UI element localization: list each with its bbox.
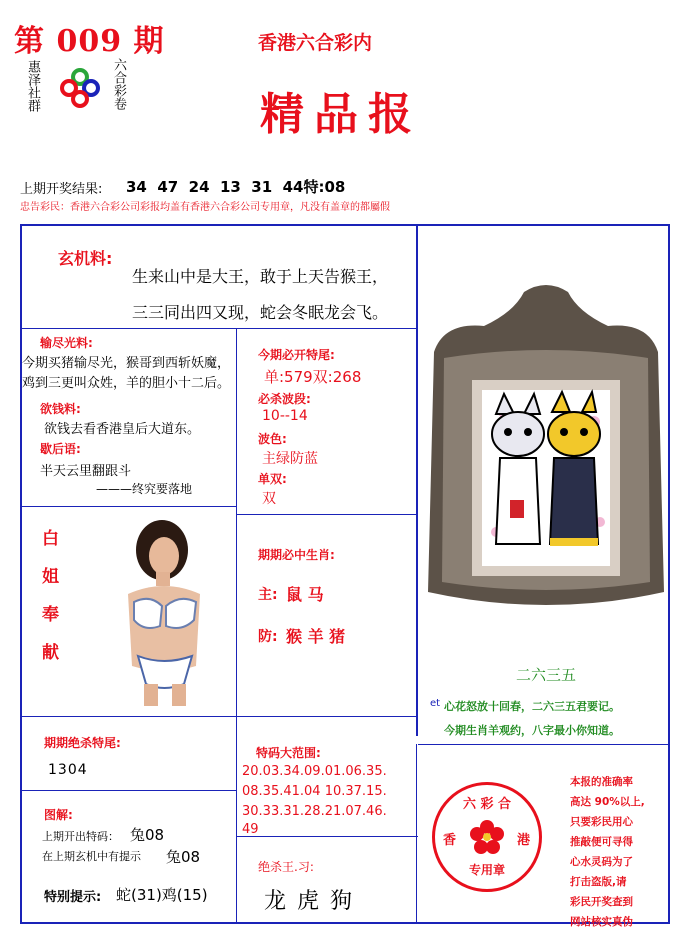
yingqian-text: 欲钱去看香港皇后大道东。 bbox=[44, 422, 201, 437]
yingqian-title: 欲钱料: bbox=[40, 402, 81, 416]
divider-main-vertical bbox=[416, 224, 418, 736]
fanwei-line3: 30.33.31.28.21.07.46. bbox=[242, 804, 387, 819]
xiehouyu-answer: ———终究要落地 bbox=[96, 482, 193, 496]
bose-value: 主绿防蓝 bbox=[262, 451, 318, 467]
accuracy-line-5: 心水灵码为了 bbox=[570, 856, 633, 868]
bibo-value: 10--14 bbox=[262, 408, 308, 424]
danshuang-title: 单双: bbox=[258, 472, 287, 486]
danshuang-value: 双 bbox=[262, 491, 276, 507]
divider-left-column bbox=[236, 328, 237, 922]
shengxiao-main-label: 主: bbox=[258, 587, 278, 603]
fanwei-title: 特码大范围: bbox=[256, 746, 321, 760]
shengxiao-fang-label: 防: bbox=[258, 629, 278, 645]
border-left bbox=[20, 224, 22, 924]
tewei-title: 今期必开特尾: bbox=[258, 348, 335, 362]
border-top bbox=[20, 224, 670, 226]
shengxiao-main-value: 鼠 马 bbox=[286, 585, 324, 604]
juesha-value: 1304 bbox=[48, 762, 88, 778]
masthead-line2: 精品报 bbox=[260, 89, 422, 140]
border-right bbox=[668, 224, 670, 924]
issue-title: 第 009 期 bbox=[14, 24, 165, 59]
stamp-seal bbox=[432, 782, 542, 892]
bibo-title: 必杀波段: bbox=[258, 392, 311, 406]
stamp-top: 六 彩 合 bbox=[462, 797, 512, 812]
tujie-line2-value: 兔08 bbox=[166, 848, 201, 866]
shengxiao-title: 期期必中生肖: bbox=[258, 548, 335, 562]
divider-tewei bbox=[236, 514, 416, 515]
stamp-right: 港 bbox=[517, 833, 531, 848]
publisher-vertical-right bbox=[112, 58, 125, 110]
divider-baijie bbox=[22, 716, 416, 717]
accuracy-line-7: 彩民开奖查到 bbox=[570, 896, 633, 908]
fanwei-line1: 20.03.34.09.01.06.35. bbox=[242, 764, 387, 779]
shuji-line2: 鸡到三更叫众姓，羊的胆小十二后。 bbox=[22, 376, 231, 391]
frame-poem-line2: 今期生肖羊观约，八字最小你知道。 bbox=[444, 724, 620, 737]
divider-shuji bbox=[22, 506, 236, 507]
accuracy-line-2: 高达 90%以上, bbox=[570, 796, 645, 808]
divider-fanwei bbox=[236, 836, 418, 837]
accuracy-line-8: 网站核实真伪 bbox=[570, 916, 633, 928]
xuanji-line2: 三三同出四又现，蛇会冬眠龙会飞。 bbox=[132, 303, 389, 322]
divider-xuanji bbox=[22, 328, 416, 329]
jueshawang-title: 绝杀王.习: bbox=[258, 860, 314, 874]
bose-title: 波色: bbox=[258, 432, 287, 446]
divider-lower-right bbox=[416, 744, 417, 924]
baijie-char-4: 献 bbox=[42, 643, 59, 663]
xiehouyu-title: 歇后语: bbox=[40, 442, 81, 456]
xiehouyu-text: 半天云里翻跟斗 bbox=[40, 464, 132, 479]
divider-frame bbox=[418, 744, 668, 745]
tujie-line2-label: 在上期玄机中有提示 bbox=[42, 850, 141, 863]
tujie-line1-value: 兔08 bbox=[130, 826, 165, 844]
publisher-right-text: 六合彩卷 bbox=[111, 58, 126, 110]
baijie-vertical bbox=[42, 520, 59, 672]
jueshawang-value: 龙 虎 狗 bbox=[264, 889, 354, 914]
juesha-title: 期期绝杀特尾: bbox=[44, 736, 121, 750]
baijie-char-3: 奉 bbox=[42, 605, 59, 625]
frame-caption: 二六三五 bbox=[516, 666, 577, 684]
woman-photo bbox=[104, 516, 226, 706]
baijie-char-2: 姐 bbox=[42, 567, 59, 587]
notice-text: 忠告彩民：香港六合彩公司彩报均盖有香港六合彩公司专用章，凡没有盖章的都屬假 bbox=[20, 202, 390, 213]
accuracy-line-1: 本报的准确率 bbox=[570, 776, 633, 788]
accuracy-line-3: 只要彩民用心 bbox=[570, 816, 633, 828]
xuanji-title: 玄机料: bbox=[58, 249, 113, 268]
tujie-title: 图解: bbox=[44, 808, 73, 822]
frame-poem-line1: 心花怒放十回春，二六三五君要记。 bbox=[444, 700, 620, 713]
bauhinia-icon bbox=[469, 819, 505, 855]
logo-icon bbox=[58, 66, 102, 110]
shuji-title: 输尽光料: bbox=[40, 336, 93, 350]
accuracy-line-4: 推敲便可寻得 bbox=[570, 836, 633, 848]
last-draw-numbers: 34 47 24 13 31 44特:08 bbox=[126, 178, 346, 196]
shengxiao-fang-value: 猴 羊 猪 bbox=[286, 627, 346, 646]
framed-cats-picture bbox=[424, 282, 668, 612]
fanwei-line4: 49 bbox=[242, 822, 259, 837]
stamp-left: 香 bbox=[443, 833, 457, 848]
masthead-line1: 香港六合彩内 bbox=[258, 32, 373, 54]
tujie-line1-label: 上期开出特码： bbox=[42, 830, 119, 843]
baijie-char-1: 白 bbox=[42, 529, 59, 549]
fanwei-line2: 08.35.41.04 10.37.15. bbox=[242, 784, 387, 799]
stamp-bottom: 专用章 bbox=[468, 863, 505, 877]
tebie-value: 蛇(31)鸡(15) bbox=[116, 886, 208, 904]
tewei-values: 单:579双:268 bbox=[264, 368, 362, 386]
publisher-vertical-left bbox=[26, 60, 39, 112]
frame-stray: et bbox=[430, 698, 441, 709]
publisher-left-text: 惠泽社群 bbox=[25, 60, 40, 112]
last-draw-label: 上期开奖结果: bbox=[20, 182, 103, 197]
divider-juesha bbox=[22, 790, 236, 791]
accuracy-block bbox=[570, 772, 645, 932]
xuanji-line1: 生来山中是大王，敢于上天告猴王， bbox=[132, 267, 389, 286]
shuji-line1: 今期买猪输尽光，猴哥到西斩妖魔， bbox=[22, 356, 231, 371]
accuracy-line-6: 打击盗版,请 bbox=[570, 876, 627, 888]
tebie-label: 特别提示: bbox=[44, 890, 102, 905]
